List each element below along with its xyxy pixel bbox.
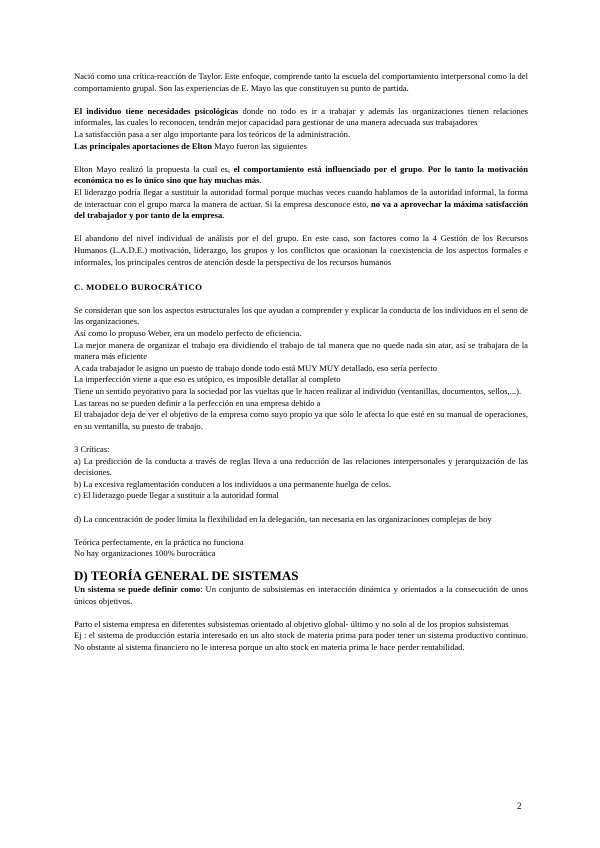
paragraph-group-analysis: El abandono del nivel individual de análisis por el del grupo. En este caso, son factores como la 4 Gestión de los Recursos Humanos (L.A.D.E.) motivación, liderazgo, los grupos y los conflictos que ocasionan la coexistencia de los aspectos formales e informales, los principales centros de atención desde la perspectiva de los recursos humanos [74, 233, 528, 267]
criticism-d: d) La concentración de poder limita la flexibilidad en la delegación, tan necesaria en las organizaciones complejas de hoy [74, 513, 492, 524]
text-span: . [259, 175, 262, 186]
bold-phrase: Las principales aportaciones de Elton [74, 140, 212, 151]
heading-systems-theory: D) TEORÍA GENERAL DE SISTEMAS [74, 567, 299, 583]
bold-phrase: Por lo tanto la motivación económica no es lo único sino que hay muchas más [74, 163, 529, 186]
paragraph-individual-needs [74, 106, 528, 129]
criticism-b: b) La excesiva reglamentación conducen a los individuos a una permanente huelga de celos. [74, 478, 391, 489]
text-span: . [422, 163, 428, 174]
paragraph-weber: Así como lo propuso Weber, era un modelo perfecto de eficiencia. [74, 328, 302, 339]
text-span: Mayo fueron las siguientes [212, 140, 307, 151]
text-span: donde no todo es ir a trabajar y además las organizaciones tienen relaciones informales, las cuales lo reconocen, tendrán mejor capacidad para gestionar de una manera adecuada sus trabajadores [74, 105, 528, 128]
text-span: Elton Mayo realizó la propuesta la cual es, [74, 163, 231, 174]
criticism-a: a) La predicción de la conducta a través de reglas lleva a una reducción de las relaciones interpersonales y jerarquización de las decisiones. [74, 455, 528, 478]
paragraph-mayo-proposal [74, 164, 528, 187]
page-content [74, 71, 528, 654]
paragraph-contributions [74, 141, 528, 153]
paragraph-structural-aspects: Se consideran que son los aspectos estructurales los que ayudan a comprender y explicar la conducta de los individuos en el seno de las organizaciones. [74, 304, 528, 327]
paragraph-no-100-percent: No hay organizaciones 100% burocrática [74, 548, 216, 559]
bold-phrase: el comportamiento está influenciado por el grupo [230, 163, 423, 174]
text-span: . [222, 210, 225, 221]
text-span: : Un conjunto de subsistemas en interacción dinámica y orientados a la consecución de unos únicos objetivos. [74, 583, 528, 606]
heading-bureaucratic-model: C. MODELO BUROCRÁTICO [74, 281, 203, 292]
paragraph-satisfaction: La satisfacción pasa a ser algo importante para los teóricos de la administración. [74, 128, 351, 139]
criticisms-title: 3 Críticas: [74, 444, 110, 454]
paragraph-example: Ej : el sistema de producción estaría interesado en un alto stock de materia prima para poder tener un sistema productivo continuo. No obstante al sistema financiero no le interesa porque un alto stock en materia prima le hace perder rentabilidad. [74, 630, 528, 652]
paragraph-leadership [74, 187, 528, 222]
paragraph-intro: Nació como una crítica-reacción de Taylor. Este enfoque, comprende tanto la escuela del comportamiento interpersonal como la del comportamiento grupal. Son las experiencias de E. Mayo las que constituyen su punto de partida. [74, 71, 528, 93]
paragraph-imperfection: La imperfección viene a que eso es utópico, es imposible detallar al completo [74, 374, 341, 385]
paragraph-pejorative: Tiene un sentido peyorativo para la sociedad por las vueltas que le hacen realizar al individuo (ventanillas, documentos, sellos,...). [74, 386, 522, 397]
paragraph-worker-objective: El trabajador deja de ver el objetivo de la empresa como suyo propio ya que sólo le afecta lo que esté en su manual de operaciones, en su ventanilla, su puesto de trabajo. [74, 409, 528, 431]
bold-phrase: Un sistema se puede definir como [74, 583, 201, 594]
text-span: El liderazgo podría llegar a sustituir la autoridad formal porque muchas veces cuando hablamos de la autoridad informal, la forma de interactuar con el grupo marca la manera de actuar. Si la empresa desconoce esto, [74, 186, 528, 209]
paragraph-each-worker: A cada trabajador le asigno un puesto de trabajo donde todo está MUY MUY detallado, eso sería perfecto [74, 362, 438, 373]
paragraph-best-way: La mejor manera de organizar el trabajo era dividiendo el trabajo de tal manera que no quede nada sin atar, así se trabajara de la manera más eficiente [74, 339, 528, 362]
bold-phrase: El individuo tiene necesidades psicológicas [74, 105, 239, 116]
criticism-c: c) El liderazgo puede llegar a sustituir a la autoridad formal [74, 490, 279, 501]
paragraph-system-definition [74, 584, 528, 607]
paragraph-tasks: Las tareas no se pueden definir a la perfección en una empresa debido a [74, 397, 321, 408]
paragraph-subsystems: Parto el sistema empresa en diferentes subsistemas orientado al objetivo global- último y no solo al de los propios subsistemas [74, 618, 509, 629]
bold-phrase: no va a aprovechar la máxima satisfacción del trabajador y por tanto de la empresa [74, 198, 528, 221]
page-number: 2 [517, 801, 522, 811]
paragraph-theory-practice: Teórica perfectamente, en la práctica no funciona [74, 536, 244, 547]
